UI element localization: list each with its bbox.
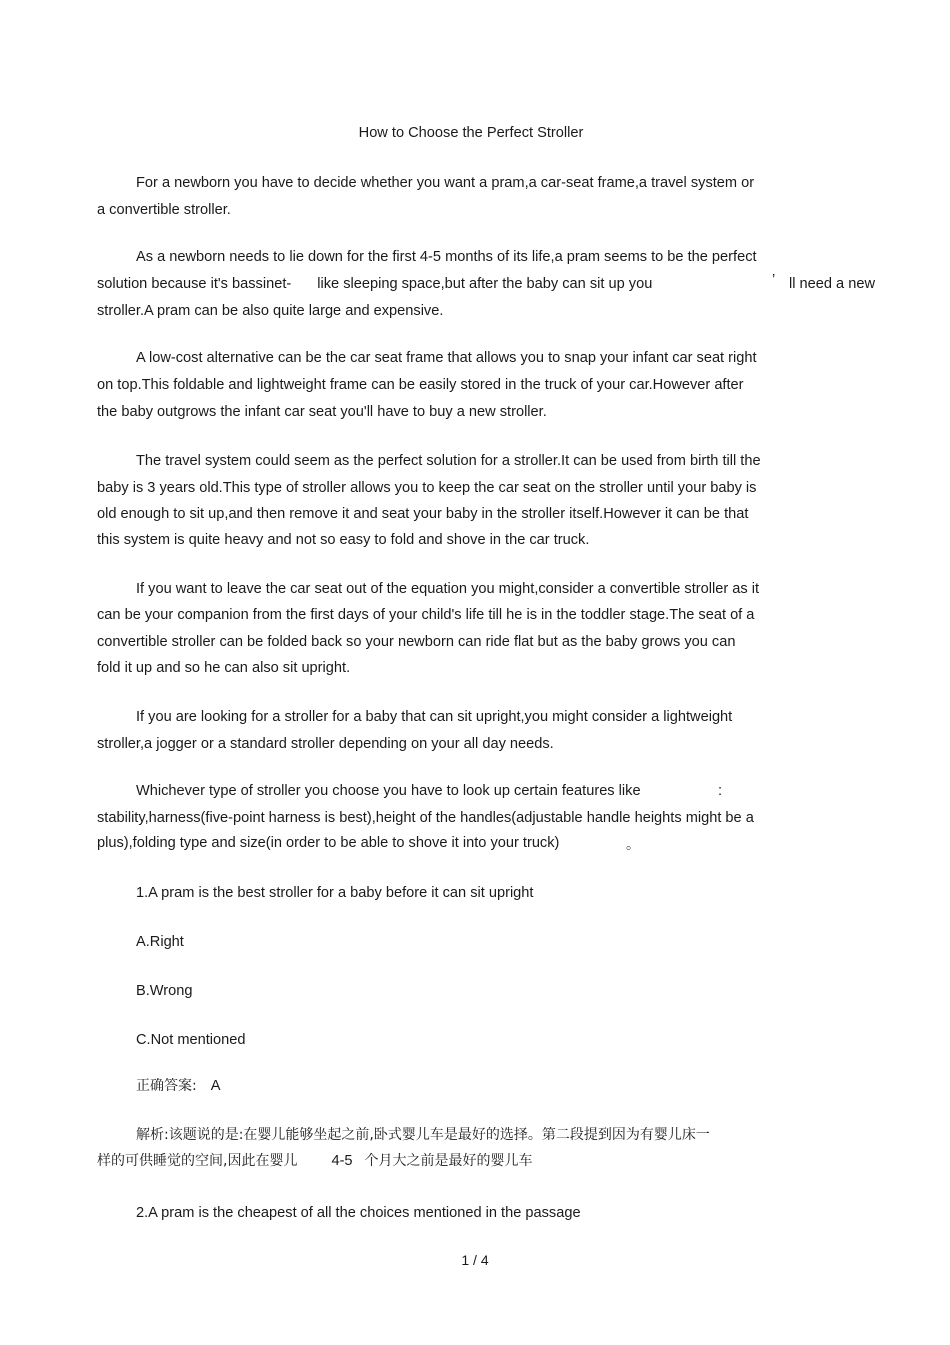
paragraph-2-line-2	[97, 275, 652, 293]
paragraph-2-segment-d: ll need a new	[789, 276, 876, 292]
question-1-explanation-line-2	[97, 1152, 533, 1170]
paragraph-1-line-2: a convertible stroller.	[97, 202, 231, 218]
question-2-text: 2.A pram is the cheapest of all the choices mentioned in the passage	[136, 1205, 581, 1221]
paragraph-2-segment-b: like sleeping space,but after the baby can sit up you	[317, 276, 653, 292]
paragraph-2-line-1: As a newborn needs to lie down for the first 4-5 months of its life,a pram seems to be the perfect	[136, 249, 757, 265]
question-1-option-b: B.Wrong	[136, 983, 193, 999]
paragraph-7-line-3a: plus),folding type and size(in order to be able to shove it into your truck)	[97, 835, 560, 851]
paragraph-4-line-2: baby is 3 years old.This type of stroller allows you to keep the car seat on the stroller until your baby is	[97, 480, 757, 496]
paragraph-4-line-1: The travel system could seem as the perfect solution for a stroller.It can be used from birth till the	[136, 453, 761, 469]
paragraph-3-line-3: the baby outgrows the infant car seat you'll have to buy a new stroller.	[97, 404, 547, 420]
question-1-option-c: C.Not mentioned	[136, 1032, 246, 1048]
paragraph-3-line-2: on top.This foldable and lightweight frame can be easily stored in the truck of your car.However after	[97, 377, 744, 393]
paragraph-7-line-2: stability,harness(five-point harness is best),height of the handles(adjustable handle heights might be a	[97, 810, 754, 826]
answer-value: A	[210, 1078, 221, 1094]
paragraph-7-line-1a: Whichever type of stroller you choose you have to look up certain features like	[136, 783, 641, 799]
paragraph-7-colon: :	[718, 783, 723, 799]
paragraph-6-line-2: stroller,a jogger or a standard stroller depending on your all day needs.	[97, 736, 554, 752]
paragraph-2-segment-a: solution because it's bassinet-	[97, 276, 292, 292]
document-title: How to Choose the Perfect Stroller	[358, 125, 584, 141]
page-number: 1 / 4	[461, 1252, 489, 1268]
paragraph-1-line-1: For a newborn you have to decide whether you want a pram,a car-seat frame,a travel system or	[136, 175, 755, 191]
paragraph-4-line-3: old enough to sit up,and then remove it and seat your baby in the stroller itself.However it can be that	[97, 506, 749, 522]
paragraph-4-line-4: this system is quite heavy and not so easy to fold and shove in the car truck.	[97, 532, 590, 548]
paragraph-5-line-4: fold it up and so he can also sit upright.	[97, 660, 351, 676]
paragraph-5-line-3: convertible stroller can be folded back so your newborn can ride flat but as the baby grows you can	[97, 634, 736, 650]
question-1-option-a: A.Right	[136, 934, 184, 950]
paragraph-5-line-1: If you want to leave the car seat out of the equation you might,consider a convertible stroller as it	[136, 581, 760, 597]
question-1-explanation-line-1: 解析:该题说的是:在婴儿能够坐起之前,卧式婴儿车是最好的选择。第二段提到因为有婴儿床一	[136, 1127, 710, 1143]
paragraph-5-line-2: can be your companion from the first days of your child's life till he is in the toddler stage.The seat of a	[97, 607, 755, 623]
paragraph-3-line-1: A low-cost alternative can be the car seat frame that allows you to snap your infant car seat right	[136, 350, 757, 366]
paragraph-2-apostrophe: ’	[772, 272, 776, 288]
answer-label: 正确答案:	[136, 1078, 197, 1094]
explanation-segment-a: 样的可供睡觉的空间,因此在婴儿	[97, 1153, 298, 1169]
paragraph-6-line-1: If you are looking for a stroller for a baby that can sit upright,you might consider a lightweight	[136, 709, 733, 725]
question-1-answer	[136, 1077, 220, 1095]
question-1-text: 1.A pram is the best stroller for a baby before it can sit upright	[136, 885, 534, 901]
explanation-segment-c: 个月大之前是最好的婴儿车	[364, 1153, 533, 1169]
paragraph-7-period: 。	[626, 837, 640, 853]
explanation-segment-b: 4-5	[331, 1153, 353, 1169]
paragraph-2-line-3: stroller.A pram can be also quite large and expensive.	[97, 303, 444, 319]
